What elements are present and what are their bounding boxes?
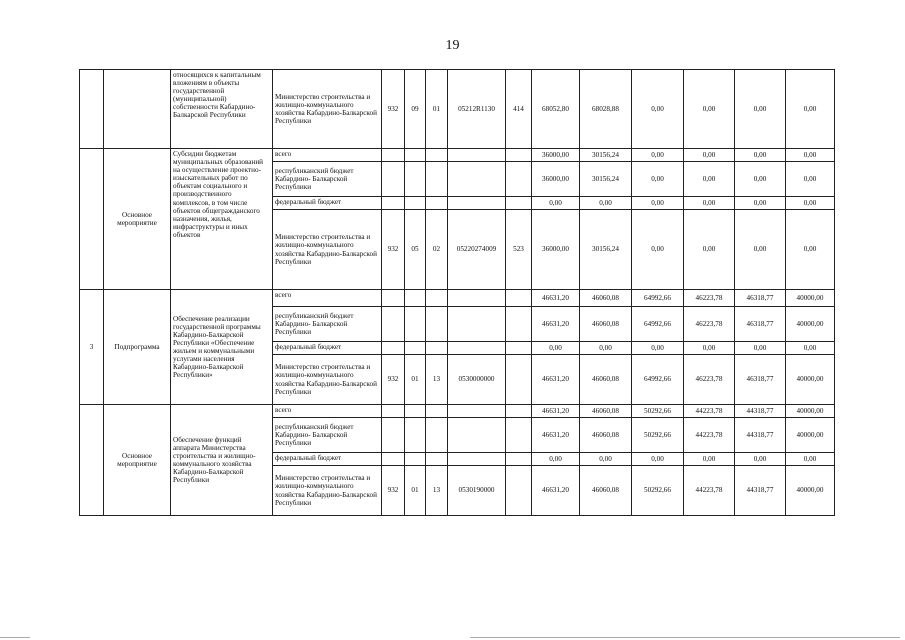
grbs-code	[382, 307, 405, 342]
row-executor: всего	[273, 290, 382, 307]
value-2015: 64992,66	[632, 355, 684, 405]
expense-type-code	[506, 418, 532, 453]
footer-rule-left	[0, 637, 30, 638]
value-2017: 44318,77	[735, 418, 786, 453]
budget-table	[79, 69, 835, 516]
section-code	[405, 290, 426, 307]
grbs-code	[382, 162, 405, 197]
subsection-code: 02	[426, 210, 448, 290]
expense-type-code	[506, 355, 532, 405]
value-2018: 0,00	[786, 149, 835, 162]
target-article-code	[448, 197, 506, 210]
target-article-code: 0530190000	[448, 466, 506, 516]
value-2014: 30156,24	[580, 162, 632, 197]
row-number	[80, 70, 104, 149]
section-code	[405, 307, 426, 342]
target-article-code	[448, 453, 506, 466]
expense-type-code	[506, 307, 532, 342]
value-2015: 0,00	[632, 210, 684, 290]
section-code	[405, 453, 426, 466]
target-article-code: 05212R1130	[448, 70, 506, 149]
table-row	[80, 405, 835, 418]
value-2016: 0,00	[684, 210, 735, 290]
row-executor: республиканский бюджет Кабардино- Балкарской Республики	[273, 307, 382, 342]
row-status: Подпрограмма	[104, 290, 171, 405]
row-executor: Министерство строительства и жилищно-коммунального хозяйства Кабардино-Балкарской Республики	[273, 466, 382, 516]
value-2018: 0,00	[786, 453, 835, 466]
value-2018: 0,00	[786, 210, 835, 290]
section-code	[405, 162, 426, 197]
row-program-name: Субсидии бюджетам муниципальных образований на осуществление проектно-изыскательных работ по объектам социального и производственного комплексов, в том числе объектов общегражданского назначения, жилья, инфраструктуры и иных объектов	[171, 149, 273, 290]
table-row	[80, 70, 835, 149]
value-2015: 0,00	[632, 149, 684, 162]
value-2017: 44318,77	[735, 405, 786, 418]
value-2016: 44223,78	[684, 405, 735, 418]
value-2013: 36000,00	[532, 162, 580, 197]
value-2014: 30156,24	[580, 210, 632, 290]
target-article-code	[448, 405, 506, 418]
grbs-code	[382, 405, 405, 418]
subsection-code	[426, 342, 448, 355]
value-2013: 68052,80	[532, 70, 580, 149]
grbs-code: 932	[382, 466, 405, 516]
value-2014: 46060,08	[580, 355, 632, 405]
value-2015: 0,00	[632, 342, 684, 355]
value-2015: 64992,66	[632, 290, 684, 307]
value-2014: 46060,08	[580, 466, 632, 516]
value-2017: 0,00	[735, 70, 786, 149]
value-2018: 0,00	[786, 197, 835, 210]
grbs-code	[382, 418, 405, 453]
value-2016: 0,00	[684, 149, 735, 162]
value-2016: 0,00	[684, 453, 735, 466]
row-status	[104, 70, 171, 149]
value-2016: 44223,78	[684, 466, 735, 516]
subsection-code	[426, 290, 448, 307]
grbs-code	[382, 149, 405, 162]
value-2016: 0,00	[684, 197, 735, 210]
value-2018: 0,00	[786, 162, 835, 197]
value-2018: 40000,00	[786, 466, 835, 516]
expense-type-code	[506, 466, 532, 516]
value-2017: 0,00	[735, 210, 786, 290]
value-2016: 46223,78	[684, 307, 735, 342]
grbs-code	[382, 197, 405, 210]
expense-type-code	[506, 405, 532, 418]
value-2018: 40000,00	[786, 355, 835, 405]
expense-type-code: 523	[506, 210, 532, 290]
row-executor: федеральный бюджет	[273, 197, 382, 210]
grbs-code	[382, 290, 405, 307]
section-code: 09	[405, 70, 426, 149]
value-2016: 46223,78	[684, 290, 735, 307]
grbs-code: 932	[382, 210, 405, 290]
expense-type-code	[506, 342, 532, 355]
expense-type-code	[506, 197, 532, 210]
value-2013: 46631,20	[532, 418, 580, 453]
footer-rule-right	[470, 637, 900, 638]
value-2014: 0,00	[580, 453, 632, 466]
value-2014: 46060,08	[580, 290, 632, 307]
value-2014: 46060,08	[580, 418, 632, 453]
expense-type-code: 414	[506, 70, 532, 149]
row-executor: Министерство строительства и жилищно-коммунального хозяйства Кабардино-Балкарской Республики	[273, 70, 382, 149]
section-code	[405, 418, 426, 453]
subsection-code	[426, 162, 448, 197]
row-executor: Министерство строительства и жилищно-коммунального хозяйства Кабардино-Балкарской Республики	[273, 355, 382, 405]
section-code: 01	[405, 466, 426, 516]
value-2018: 0,00	[786, 342, 835, 355]
row-executor: федеральный бюджет	[273, 342, 382, 355]
target-article-code	[448, 418, 506, 453]
expense-type-code	[506, 149, 532, 162]
value-2013: 46631,20	[532, 355, 580, 405]
value-2018: 0,00	[786, 70, 835, 149]
page-number: 19	[445, 38, 460, 53]
section-code	[405, 149, 426, 162]
subsection-code	[426, 405, 448, 418]
value-2013: 46631,20	[532, 290, 580, 307]
row-executor: всего	[273, 149, 382, 162]
target-article-code	[448, 307, 506, 342]
row-executor: республиканский бюджет Кабардино- Балкарской Республики	[273, 418, 382, 453]
value-2017: 0,00	[735, 197, 786, 210]
row-number: 3	[80, 290, 104, 405]
expense-type-code	[506, 453, 532, 466]
value-2017: 46318,77	[735, 355, 786, 405]
grbs-code	[382, 342, 405, 355]
subsection-code	[426, 307, 448, 342]
value-2015: 64992,66	[632, 307, 684, 342]
value-2016: 0,00	[684, 70, 735, 149]
target-article-code: 0530000000	[448, 355, 506, 405]
target-article-code	[448, 342, 506, 355]
value-2013: 36000,00	[532, 210, 580, 290]
value-2017: 0,00	[735, 342, 786, 355]
subsection-code	[426, 149, 448, 162]
value-2014: 46060,08	[580, 405, 632, 418]
value-2014: 30156,24	[580, 149, 632, 162]
value-2017: 46318,77	[735, 307, 786, 342]
value-2017: 46318,77	[735, 290, 786, 307]
row-status: Основное мероприятие	[104, 149, 171, 290]
value-2013: 46631,20	[532, 307, 580, 342]
row-executor: федеральный бюджет	[273, 453, 382, 466]
value-2018: 40000,00	[786, 290, 835, 307]
value-2018: 40000,00	[786, 418, 835, 453]
row-number	[80, 149, 104, 290]
value-2013: 0,00	[532, 197, 580, 210]
value-2013: 36000,00	[532, 149, 580, 162]
row-status: Основное мероприятие	[104, 405, 171, 516]
value-2015: 0,00	[632, 453, 684, 466]
value-2013: 46631,20	[532, 466, 580, 516]
value-2014: 0,00	[580, 342, 632, 355]
expense-type-code	[506, 162, 532, 197]
grbs-code	[382, 453, 405, 466]
value-2015: 50292,66	[632, 405, 684, 418]
value-2014: 68028,88	[580, 70, 632, 149]
table-row	[80, 149, 835, 162]
value-2015: 0,00	[632, 162, 684, 197]
row-program-name: Обеспечение реализации государственной программы Кабардино-Балкарской Республики «Обеспечение жильем и коммунальными услугами населения Кабардино-Балкарской Республики»	[171, 290, 273, 405]
target-article-code	[448, 290, 506, 307]
value-2017: 44318,77	[735, 466, 786, 516]
target-article-code	[448, 162, 506, 197]
section-code: 05	[405, 210, 426, 290]
row-program-name: Обеспечение функций аппарата Министерства строительства и жилищно-коммунального хозяйства Кабардино-Балкарской Республики	[171, 405, 273, 516]
expense-type-code	[506, 290, 532, 307]
row-number	[80, 405, 104, 516]
subsection-code: 13	[426, 355, 448, 405]
row-executor: Министерство строительства и жилищно-коммунального хозяйства Кабардино-Балкарской Республики	[273, 210, 382, 290]
section-code	[405, 342, 426, 355]
value-2014: 0,00	[580, 197, 632, 210]
value-2015: 50292,66	[632, 418, 684, 453]
row-program-name: относящихся к капитальным вложениям в объекты государственной (муниципальной) собственности Кабардино-Балкарской Республики	[171, 70, 273, 149]
value-2013: 0,00	[532, 342, 580, 355]
grbs-code: 932	[382, 355, 405, 405]
row-executor: республиканский бюджет Кабардино- Балкарской Республики	[273, 162, 382, 197]
section-code	[405, 405, 426, 418]
subsection-code: 01	[426, 70, 448, 149]
value-2017: 0,00	[735, 149, 786, 162]
value-2016: 0,00	[684, 162, 735, 197]
subsection-code	[426, 453, 448, 466]
target-article-code	[448, 149, 506, 162]
subsection-code: 13	[426, 466, 448, 516]
value-2015: 0,00	[632, 70, 684, 149]
value-2015: 50292,66	[632, 466, 684, 516]
row-executor: всего	[273, 405, 382, 418]
section-code: 01	[405, 355, 426, 405]
section-code	[405, 197, 426, 210]
value-2016: 0,00	[684, 342, 735, 355]
value-2018: 40000,00	[786, 405, 835, 418]
value-2017: 0,00	[735, 162, 786, 197]
value-2013: 46631,20	[532, 405, 580, 418]
subsection-code	[426, 418, 448, 453]
table-row	[80, 290, 835, 307]
target-article-code: 05220274009	[448, 210, 506, 290]
value-2013: 0,00	[532, 453, 580, 466]
value-2015: 0,00	[632, 197, 684, 210]
value-2014: 46060,08	[580, 307, 632, 342]
grbs-code: 932	[382, 70, 405, 149]
value-2018: 40000,00	[786, 307, 835, 342]
value-2017: 0,00	[735, 453, 786, 466]
subsection-code	[426, 197, 448, 210]
value-2016: 44223,78	[684, 418, 735, 453]
value-2016: 46223,78	[684, 355, 735, 405]
